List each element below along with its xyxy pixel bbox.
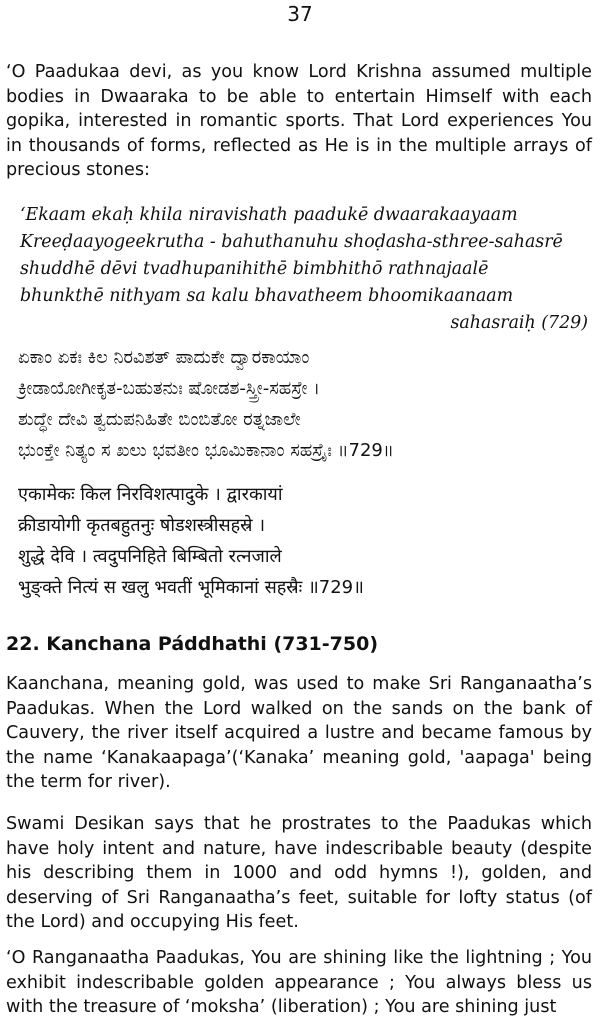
verse-line: sahasraiḥ (729) (450, 313, 588, 333)
body-paragraph: ‘O Ranganaatha Paadukas, You are shining like the lightning ; You exhibit indescribable golden appearance ; You always bless us with the treasure of ‘moksha’ (liberation) ; You are shining just (6, 948, 592, 1018)
verse-line: shuddhē dēvi tvadhupanihithē bimbhithō rathnajaalē (20, 259, 489, 279)
verse-line: Kreeḍaayogeekrutha - bahuthanuhu shoḍasha-sthree-sahasrē (20, 232, 563, 252)
verse-line: ಭುಂಕ್ತೇ ನಿತ್ಯಂ ಸ ಖಲು ಭವತೀಂ ಭೂಮಿಕಾನಾಂ ಸಹಸ್ರೈಃ ॥729॥ (18, 440, 394, 461)
verse-devanagari (18, 479, 592, 603)
verse-line: भुङ्क्ते नित्यं स खलु भवतीं भूमिकानां सहस्रैः ॥729॥ (18, 577, 364, 598)
verse-line: शुद्धे देवि । त्वदुपनिहिते बिम्बितो रत्नजाले (18, 546, 282, 567)
body-paragraph: Kaanchana, meaning gold, was used to make Sri Ranganaatha’s Paadukas. When the Lord walked on the sands on the bank of Cauvery, the river itself acquired a lustre and became famous by the name ‘Kanakaapaga’(‘Kanaka’ meaning gold, 'aapaga' being the term for river). (6, 674, 592, 793)
intro-paragraph: ‘O Paadukaa devi, as you know Lord Krishna assumed multiple bodies in Dwaaraka to be able to entertain Himself with each gopika, interested in romantic sports. That Lord experiences You in thousands of forms, reflected as He is in the multiple arrays of precious stones: (6, 62, 592, 181)
verse-line: ಏಕಾಂ ಏಕಃ ಕಿಲ ನಿರವಿಶತ್ ಪಾದುಕೇ ದ್ವಾರಕಾಯಾಂ (18, 347, 310, 368)
verse-line: bhunkthē nithyam sa kalu bhavatheem bhoomikaanaam (20, 286, 514, 306)
verse-line: ಶುದ್ಧೇ ದೇವಿ ತ್ವದುಪನಿಹಿತೇ ಬಿಂಬಿತೋ ರತ್ನಜಾಲೇ (18, 409, 301, 430)
page-number: 37 (287, 2, 313, 26)
verse-line: क्रीडायोगी कृतबहुतनुः षोडशस्त्रीसहस्रे । (18, 515, 266, 536)
verse-transliteration (20, 202, 592, 337)
verse-line: एकामेकः किल निरविशत्पादुके । द्वारकायां (18, 484, 283, 505)
body-paragraph: Swami Desikan says that he prostrates to the Paadukas which have holy intent and nature, have indescribable beauty (despite his describing them in 1000 and odd hymns !), golden, and deserving of Sri Ranganaatha’s feet, suitable for lofty status (of the Lord) and occupying His feet. (6, 814, 592, 933)
verse-line: ‘Ekaam ekaḥ khila niravishath paadukē dwaarakaayaam (20, 205, 518, 225)
verse-line: ಕ್ರೀಡಾಯೋಗೀಕೃತ-ಬಹುತನುಃ ಷೋಡಶ-ಸ್ತ್ರೀ-ಸಹಸ್ರೇ । (18, 378, 321, 399)
section-heading: 22. Kanchana Páddhathi (731-750) (6, 633, 379, 655)
verse-kannada (18, 342, 592, 466)
